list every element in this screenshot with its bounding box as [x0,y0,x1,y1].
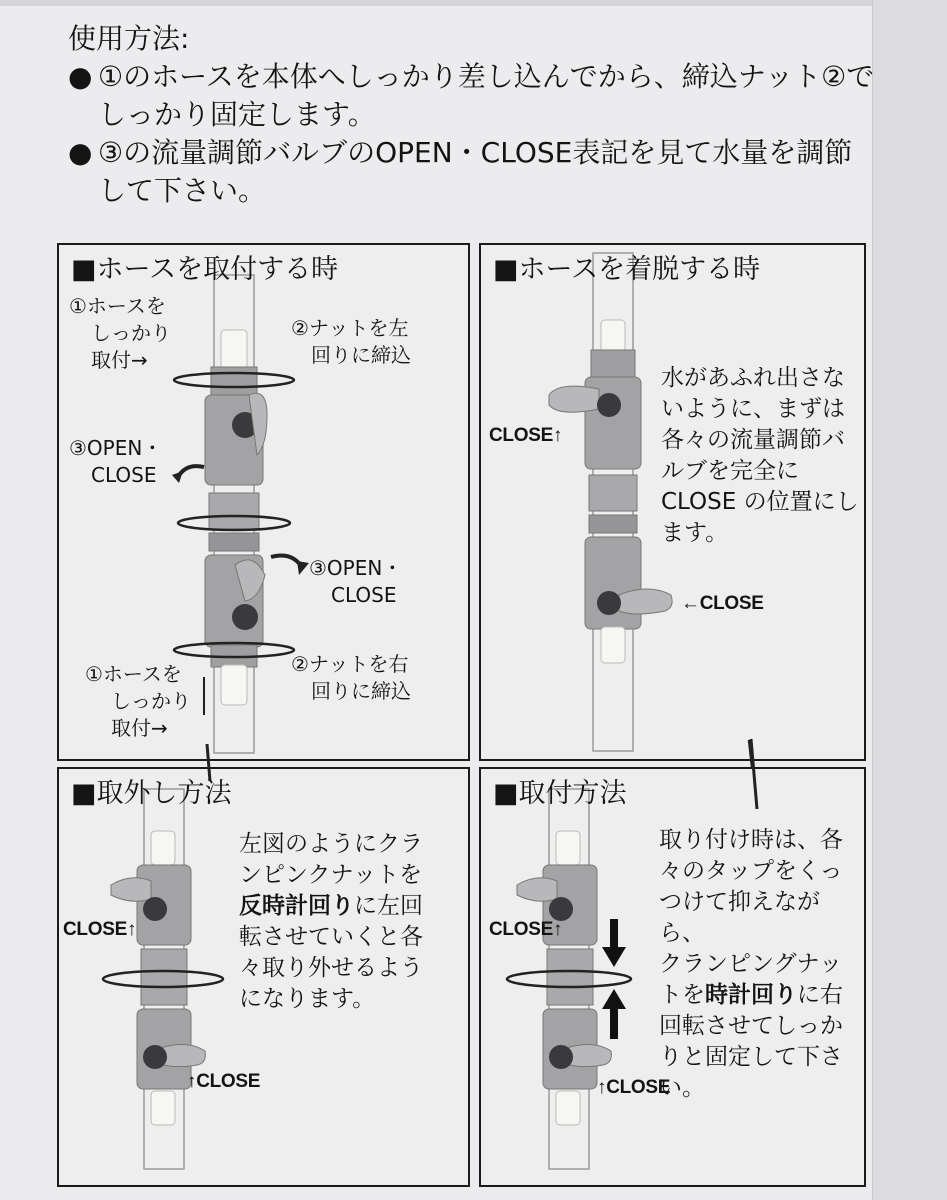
valve-handle-icon [517,878,557,901]
hose-nipple-icon [151,831,175,865]
valve-label-right: ③OPEN・ CLOSE [309,556,403,607]
clamp-nut-icon [589,475,637,511]
close-indicator-bottom: ↑CLOSE [597,1077,671,1098]
valve-handle-icon [549,386,599,412]
valve-knob-icon [143,1045,167,1069]
clamp-nut-icon [141,949,187,1005]
panel-attach-hose [57,243,470,761]
panel-removal [57,767,470,1187]
usage-heading: 使用方法: [68,22,190,55]
panel-title: ■ホースを取付する時 [71,254,339,285]
nut-label-bottom: ②ナットを右 回りに締込 [291,652,411,703]
clamp-nut-icon [209,493,259,529]
close-indicator-left: ←CLOSE [681,593,764,614]
hose-label-top: ①ホースを しっかり 取付→ [69,294,171,372]
valve-knob-icon [232,604,258,630]
hose-nipple-icon [221,665,247,705]
hose-nipple-icon [221,330,247,370]
hose-nipple-icon [556,1091,580,1125]
valve-knob-icon [597,591,621,615]
panel-title: ■取付方法 [493,778,627,809]
valve-label-left: ③OPEN・ CLOSE [69,436,163,487]
hose-nipple-icon [151,1091,175,1125]
nut-icon [591,350,635,378]
instruction-2-cont: して下さい。 [98,174,267,207]
clamp-nut-icon [547,949,593,1005]
valve-handle-icon [111,878,151,901]
hose-label-bottom: ①ホースを しっかり 取付→ [85,662,191,740]
install-instructions: 取り付け時は、各 々のタップをくっ つけて抑えながら、 クランピングナッ トを時計回りに右 回転させてしっか りと固定して下さ い。 [659,827,843,1101]
nut-icon [211,367,257,397]
usage-instructions [68,20,898,210]
close-indicator-up: CLOSE↑ [63,919,137,940]
valve-knob-icon [549,897,573,921]
valve-knob-icon [597,393,621,417]
valve-knob-icon [143,897,167,921]
hose-nipple-icon [601,627,625,663]
hose-nipple-icon [556,831,580,865]
close-indicator-up: CLOSE↑ [489,425,563,446]
top-edge [0,0,872,6]
press-arrow-icon [602,919,626,1039]
close-indicator-bottom: ↑CLOSE [187,1071,261,1092]
panel-install [479,767,866,1187]
nut-label-top: ②ナットを左 回りに締込 [291,316,411,367]
panel-title: ■取外し方法 [71,778,232,809]
valve-body-icon [585,537,641,629]
instruction-1-cont: しっかり固定します。 [98,98,376,131]
instruction-1: ● ①のホースを本体へしっかり差し込んでから、締込ナット②で [68,60,875,93]
instruction-2: ● ③の流量調節バルブのOPEN・CLOSE表記を見て水量を調節 [68,136,853,169]
close-indicator-up: CLOSE↑ [489,919,563,940]
valve-handle-icon [619,589,672,614]
removal-instructions: 左図のようにクラ ンピンクナットを 反時計回りに左回 転させていくと各 々取り外せるよう になります。 [239,831,423,1012]
valve-knob-icon [549,1045,573,1069]
panel-detach-hose [479,243,866,761]
hose-nipple-icon [601,320,625,352]
detach-instructions: 水があふれ出さな いように、まずは 各々の流量調節バ ルブを完全に CLOSE の位置にし ます。 [661,365,859,546]
panel-title: ■ホースを着脱する時 [493,254,761,285]
